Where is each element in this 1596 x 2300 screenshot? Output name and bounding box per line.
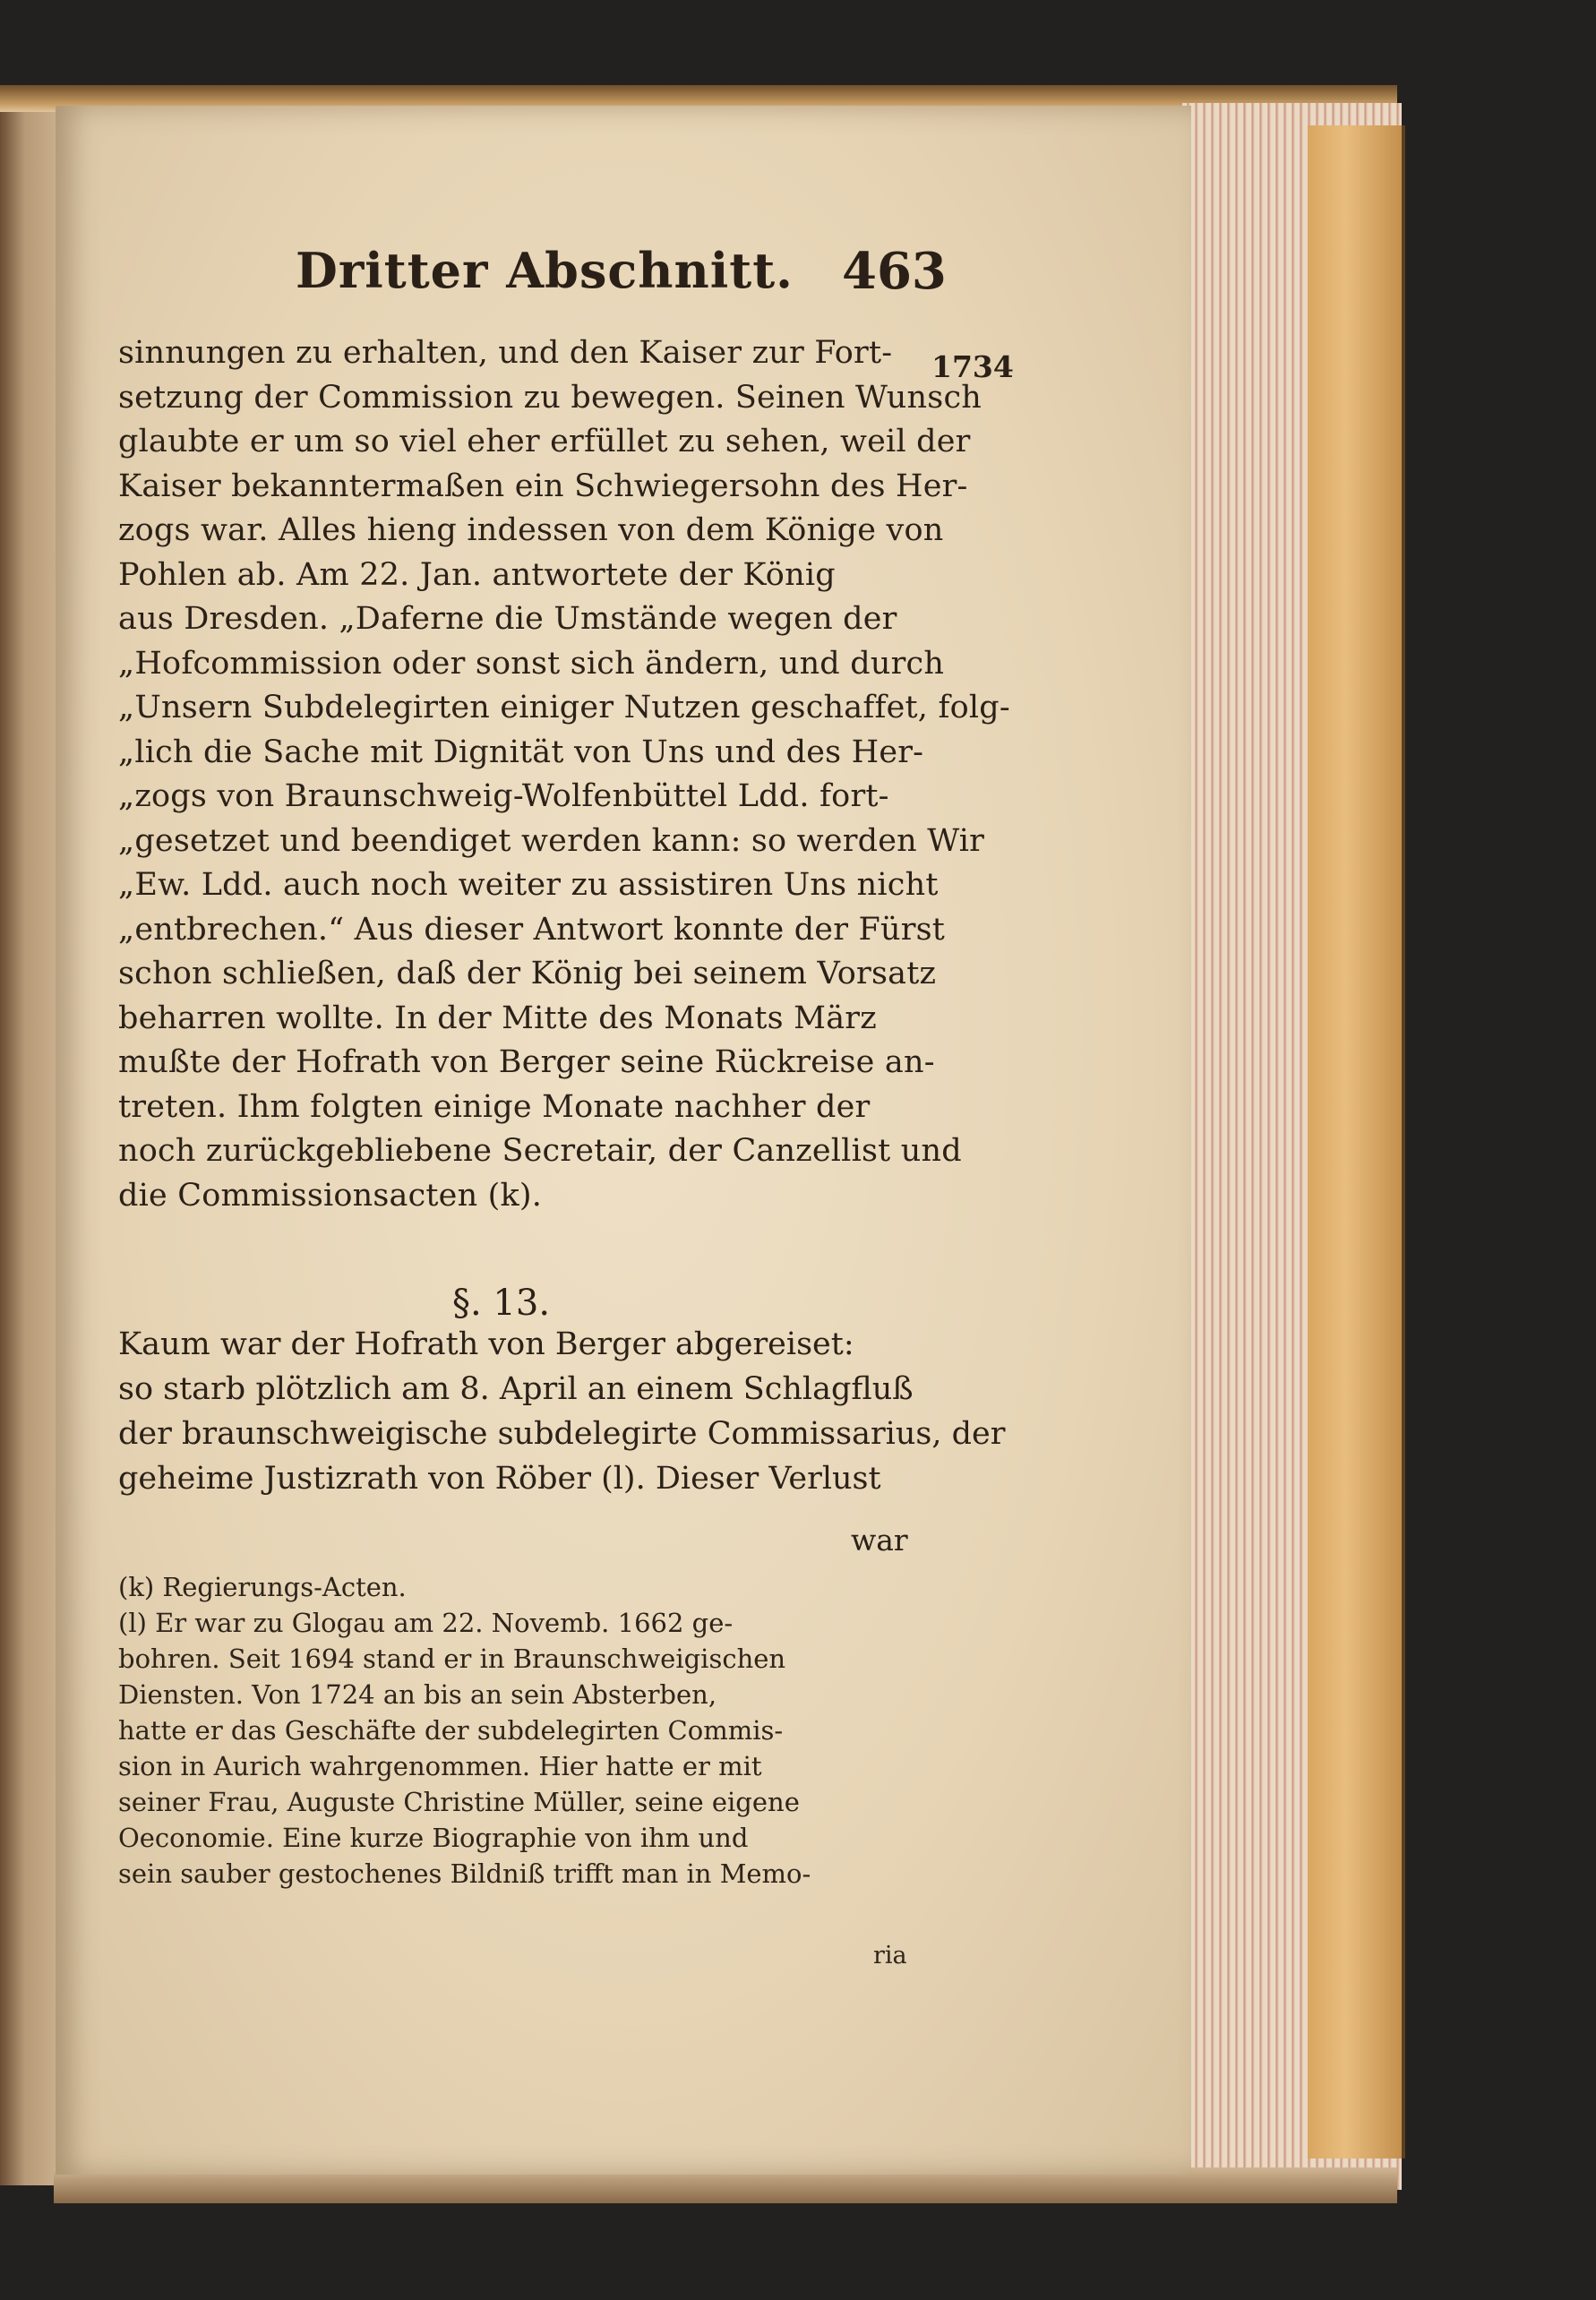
book-cover-edge (1308, 125, 1405, 2158)
text-line: „gesetzet und beendiget werden kann: so werden Wir (118, 822, 985, 859)
text-line: aus Dresden. „Daferne die Umstände wegen der (118, 601, 897, 637)
footnotes (118, 1569, 924, 1892)
section-text (118, 1322, 1006, 1501)
text-line: setzung der Commission zu bewegen. Seinen Wunsch (118, 379, 982, 416)
text-line: Pohlen ab. Am 22. Jan. antwortete der König (118, 556, 836, 593)
text-line: „Hofcommission oder sonst sich ändern, und durch (118, 645, 945, 682)
running-head: Dritter Abschnitt. (296, 242, 794, 299)
text-line: geheime Justizrath von Röber (l). Dieser Verlust (118, 1461, 881, 1497)
text-line: zogs war. Alles hieng indessen von dem Könige von (118, 512, 944, 548)
text-line: „Unsern Subdelegirten einiger Nutzen geschaffet, folg- (118, 690, 1010, 725)
footnote-catchword: ria (873, 1942, 907, 1970)
margin-year: 1734 (931, 349, 1014, 384)
text-line: „Ew. Ldd. auch noch weiter zu assistiren Uns nicht (118, 867, 939, 903)
text-line: sinnungen zu erhalten, und den Kaiser zur Fort- (118, 335, 893, 371)
text-line: „zogs von Braunschweig-Wolfenbüttel Ldd. fort- (118, 778, 889, 814)
footnote-line: Diensten. Von 1724 an bis an sein Absterben, (118, 1679, 717, 1710)
text-line: glaubte er um so viel eher erfüllet zu sehen, weil der (118, 424, 971, 459)
footnote-line: bohren. Seit 1694 stand er in Braunschweigischen (118, 1643, 786, 1674)
text-line: „lich die Sache mit Dignität von Uns und des Her- (118, 734, 924, 770)
section-heading: §. 13. (452, 1283, 551, 1324)
text-line: der braunschweigische subdelegirte Commissarius, der (118, 1416, 1006, 1452)
footnote-line: hatte er das Geschäfte der subdelegirten Commis- (118, 1715, 784, 1746)
text-line: die Commissionsacten (k). (118, 1177, 543, 1214)
footnote-line: sion in Aurich wahrgenommen. Hier hatte er mit (118, 1751, 762, 1781)
text-line: schon schließen, daß der König bei seinem Vorsatz (118, 956, 937, 991)
footnote-line: Oeconomie. Eine kurze Biographie von ihm und (118, 1823, 749, 1853)
text-line: Kaiser bekanntermaßen ein Schwiegersohn des Her- (118, 468, 968, 504)
text-line: noch zurückgebliebene Secretair, der Canzellist und (118, 1133, 962, 1169)
text-line: beharren wollte. In der Mitte des Monats März (118, 1000, 877, 1036)
text-line: Kaum war der Hofrath von Berger abgereiset: (118, 1326, 854, 1362)
page-number: 463 (842, 242, 947, 301)
text-line: so starb plötzlich am 8. April an einem Schlagfluß (118, 1371, 914, 1407)
footnote-line: (k) Regierungs-Acten. (118, 1572, 407, 1602)
text-line: mußte der Hofrath von Berger seine Rückreise an- (118, 1044, 935, 1080)
footnote-line: (l) Er war zu Glogau am 22. Novemb. 1662 ge- (118, 1608, 734, 1638)
text-line: „entbrechen.“ Aus dieser Antwort konnte der Fürst (118, 911, 946, 948)
footnote-line: sein sauber gestochenes Bildniß trifft man in Memo- (118, 1858, 811, 1889)
page-header (215, 242, 947, 313)
catchword: war (851, 1523, 908, 1558)
footnote-line: seiner Frau, Auguste Christine Müller, seine eigene (118, 1787, 800, 1817)
left-page-edge (0, 99, 63, 2185)
text-line: treten. Ihm folgten einige Monate nachher der (118, 1088, 871, 1125)
